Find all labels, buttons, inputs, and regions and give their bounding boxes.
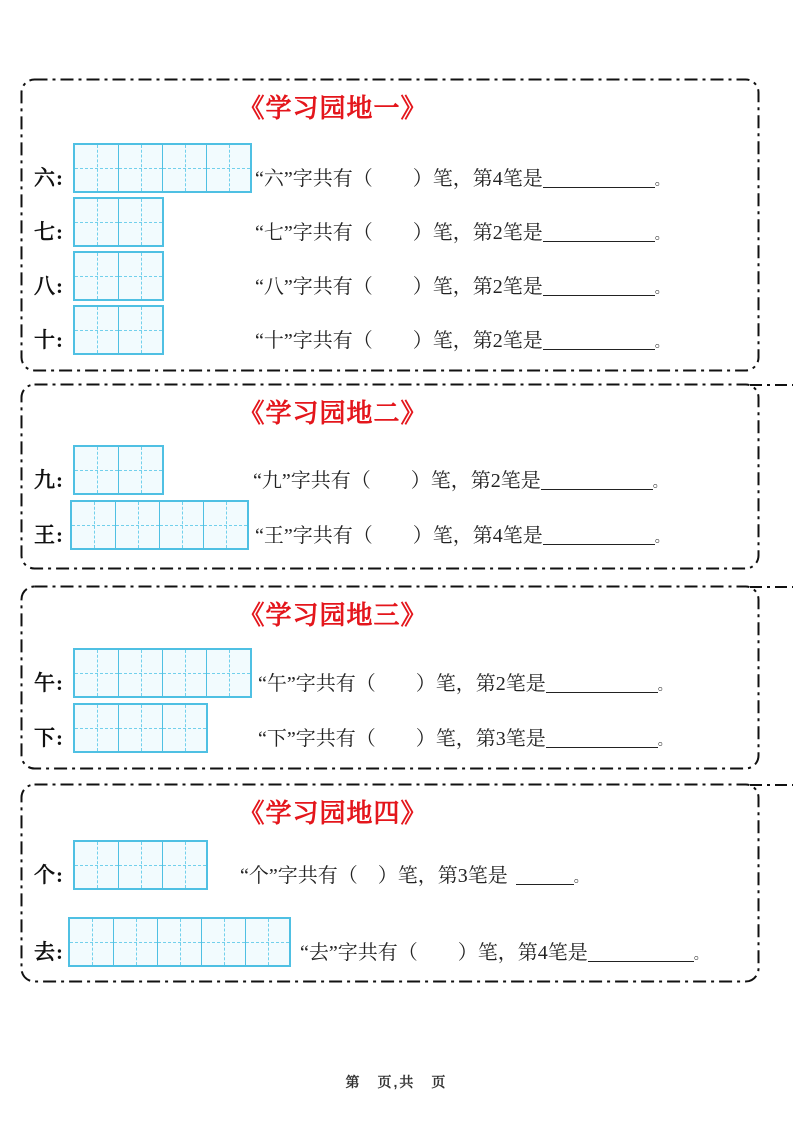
row-label: 个: [34,863,64,887]
question-text [240,864,588,887]
tianzige-grid [73,143,252,193]
tianzige-cell [116,502,160,548]
question-prefix: “七”字共有（ ）笔，第2笔是 [255,222,543,244]
practice-row [20,917,760,967]
practice-row [20,500,760,550]
tianzige-grid [73,305,164,355]
tianzige-cell [72,502,116,548]
question-prefix: “个”字共有（ ）笔，第3笔是 [240,865,508,887]
question-period: 。 [652,476,667,491]
question-text [255,221,669,244]
tianzige-cell [119,705,163,751]
question-text [253,469,667,492]
section-title: 《学习园地一》 [238,94,428,123]
tianzige-cell [119,145,163,191]
tianzige-cell [75,199,119,245]
practice-row [20,197,760,247]
question-text [258,727,672,750]
answer-blank [546,727,658,748]
separator-line-extension [750,784,793,786]
row-label: 六: [34,166,64,190]
question-prefix: “八”字共有（ ）笔，第2笔是 [255,276,543,298]
tianzige-grid [73,445,164,495]
question-prefix: “十”字共有（ ）笔，第2笔是 [255,330,543,352]
tianzige-grid [73,197,164,247]
tianzige-cell [119,253,162,299]
row-label: 午: [34,671,64,695]
row-label: 王: [34,523,64,547]
tianzige-cell [207,145,250,191]
practice-row [20,648,760,698]
section-xuexi-yuandi-1 [20,78,760,372]
tianzige-cell [119,447,162,493]
section-xuexi-yuandi-2 [20,383,760,570]
row-label: 九: [34,468,64,492]
tianzige-cell [207,650,250,696]
question-text [300,941,708,964]
tianzige-grid [73,840,208,890]
question-period: 。 [654,228,669,243]
practice-row [20,703,760,753]
tianzige-cell [75,842,119,888]
tianzige-cell [75,705,119,751]
question-period: 。 [573,871,588,886]
tianzige-grid [70,500,249,550]
row-label: 下: [34,726,64,750]
tianzige-cell [75,447,119,493]
practice-row [20,445,760,495]
answer-blank [588,941,694,962]
question-prefix: “九”字共有（ ）笔，第2笔是 [253,470,541,492]
row-label: 七: [34,220,64,244]
tianzige-cell [163,842,206,888]
tianzige-cell [114,919,158,965]
answer-blank [546,672,658,693]
tianzige-cell [119,842,163,888]
tianzige-cell [163,650,207,696]
answer-blank [543,329,655,350]
practice-row [20,143,760,193]
question-period: 。 [657,734,672,749]
tianzige-cell [119,199,162,245]
answer-blank [543,275,655,296]
page-footer: 第 页,共 页 [345,1074,448,1090]
tianzige-cell [75,650,119,696]
practice-row [20,251,760,301]
question-text [258,672,672,695]
question-prefix: “下”字共有（ ）笔，第3笔是 [258,728,546,750]
separator-line-extension [750,586,793,588]
question-prefix: “王”字共有（ ）笔，第4笔是 [255,525,543,547]
practice-row [20,840,760,890]
question-period: 。 [654,174,669,189]
section-title: 《学习园地四》 [238,799,428,828]
answer-blank [543,524,655,545]
practice-row [20,305,760,355]
row-label: 八: [34,274,64,298]
separator-line-extension [750,384,793,386]
tianzige-cell [70,919,114,965]
question-period: 。 [654,336,669,351]
tianzige-cell [160,502,204,548]
question-period: 。 [654,282,669,297]
answer-blank [541,469,653,490]
tianzige-cell [119,307,162,353]
question-text [255,329,669,352]
tianzige-cell [75,307,119,353]
tianzige-cell [119,650,163,696]
tianzige-cell [246,919,289,965]
row-label: 十: [34,328,64,352]
answer-blank [543,167,655,188]
question-period: 。 [654,531,669,546]
question-period: 。 [693,948,708,963]
tianzige-cell [163,705,206,751]
tianzige-cell [202,919,246,965]
question-prefix: “午”字共有（ ）笔，第2笔是 [258,673,546,695]
row-label: 去: [34,940,64,964]
answer-blank [543,221,655,242]
section-xuexi-yuandi-4 [20,783,760,983]
tianzige-grid [68,917,291,967]
question-text [255,275,669,298]
tianzige-grid [73,703,208,753]
question-text [255,524,669,547]
question-prefix: “六”字共有（ ）笔，第4笔是 [255,168,543,190]
question-text [255,167,669,190]
tianzige-cell [204,502,247,548]
question-prefix: “去”字共有（ ）笔，第4笔是 [300,942,588,964]
question-period: 。 [657,679,672,694]
tianzige-grid [73,251,164,301]
tianzige-grid [73,648,252,698]
tianzige-cell [158,919,202,965]
tianzige-cell [163,145,207,191]
tianzige-cell [75,253,119,299]
answer-blank [516,864,574,885]
section-title: 《学习园地三》 [238,601,428,630]
section-title: 《学习园地二》 [238,399,428,428]
tianzige-cell [75,145,119,191]
section-xuexi-yuandi-3 [20,585,760,770]
